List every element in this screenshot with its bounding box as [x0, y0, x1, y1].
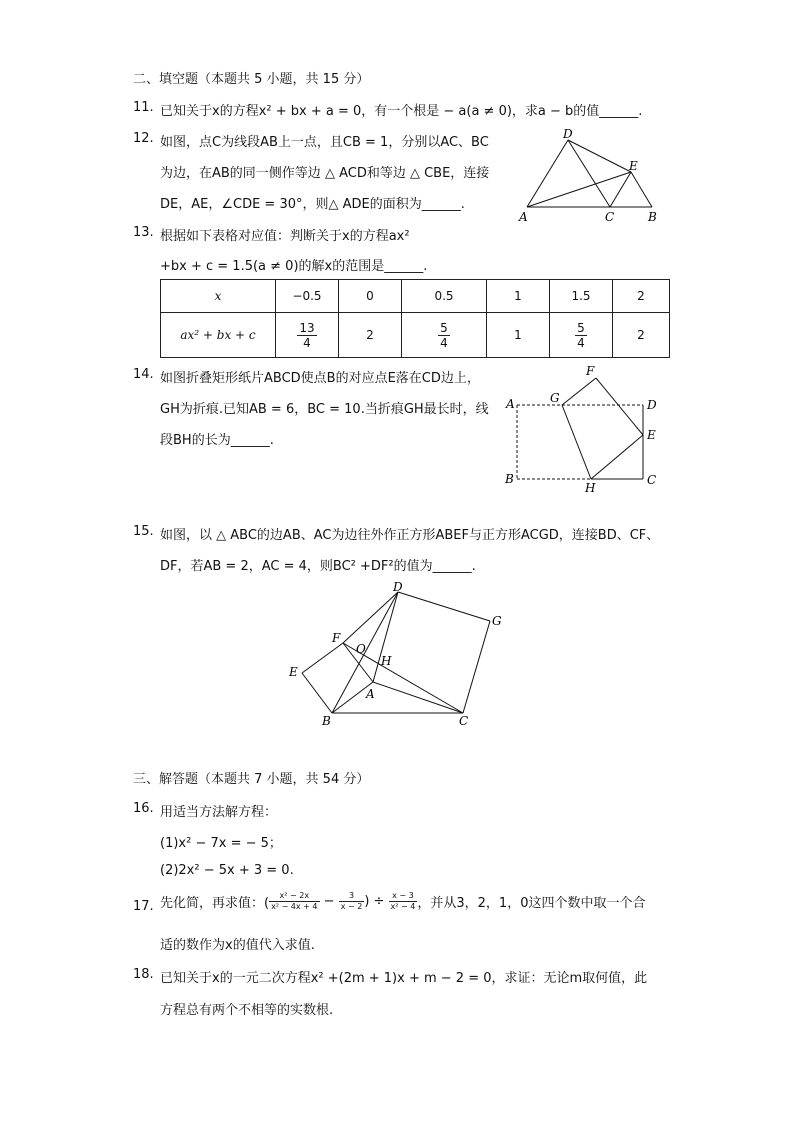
question-number-11: 11.: [133, 100, 154, 115]
question-14-line-2: GH为折痕.已知AB = 6，BC = 10.当折痕GH最长时，线: [160, 402, 489, 417]
value-table: [160, 279, 670, 358]
question-14-line-1: 如图折叠矩形纸片ABCD使点B的对应点E落在CD边上，: [160, 371, 480, 386]
question-number-17: 17.: [133, 899, 154, 914]
question-17-prefix: 先化简，再求值：(: [160, 896, 270, 911]
fraction-numerator: x − 3: [389, 891, 418, 902]
table-cell: 2: [339, 313, 402, 358]
question-13-line-1: 根据如下表格对应值：判断关于x的方程ax²: [160, 229, 410, 244]
division-sign: ) ÷: [364, 894, 389, 909]
table-cell: [402, 313, 487, 358]
table-cell: −0.5: [276, 280, 339, 313]
figure-q14-fold: [500, 362, 670, 497]
fraction-numerator: 5: [577, 320, 585, 335]
figure-q15-squares: [285, 578, 510, 733]
fraction-denominator: 4: [577, 335, 585, 350]
fraction: [575, 321, 587, 350]
figure-q15-label-d: D: [393, 580, 403, 594]
fraction-numerator: 13: [299, 320, 315, 335]
figure-q14-label-e: E: [647, 428, 656, 442]
table-row-expression: [161, 313, 670, 358]
figure-q15-label-c: C: [459, 714, 469, 728]
table-row-x: [161, 280, 670, 313]
section-title-fill-in: 二、填空题（本题共 5 小题，共 15 分）: [133, 72, 370, 87]
fraction-denominator: x² − 4: [390, 902, 416, 911]
question-17-suffix: ，并从3，2，1，0这四个数中取一个合: [417, 896, 646, 911]
table-cell: 2: [613, 280, 670, 313]
figure-q12-label-b: B: [648, 210, 657, 224]
figure-q14-label-h: H: [585, 481, 596, 495]
figure-q14-label-c: C: [647, 473, 657, 487]
question-17-line-2: 适的数作为x的值代入求值.: [160, 938, 315, 953]
fraction-numerator: 5: [440, 320, 448, 335]
fraction-denominator: 4: [303, 335, 311, 350]
figure-q15-label-h: H: [381, 654, 392, 668]
table-cell: 2: [613, 313, 670, 358]
figure-q12-label-d: D: [563, 127, 573, 141]
table-cell: 0: [339, 280, 402, 313]
fraction: [339, 891, 365, 912]
fraction: [389, 891, 418, 912]
figure-q14-label-b: B: [505, 472, 514, 486]
table-cell: 1: [487, 313, 550, 358]
question-number-12: 12.: [133, 131, 154, 146]
figure-q12-label-e: E: [629, 159, 638, 173]
question-16-part-1: (1)x² − 7x = − 5；: [160, 836, 282, 851]
table-cell: [276, 313, 339, 358]
question-17-line-1: [160, 891, 645, 912]
table-header-x: x: [161, 280, 276, 313]
fraction-denominator: 4: [440, 335, 448, 350]
fraction-numerator: x² − 2x: [269, 891, 319, 902]
question-16-line-1: 用适当方法解方程：: [160, 805, 278, 820]
question-11-text: 已知关于x的方程x² + bx + a = 0，有一个根是 − a(a ≠ 0)，求a − b的值______.: [160, 104, 643, 119]
table-cell: [550, 313, 613, 358]
fraction: [297, 321, 316, 350]
question-12-line-2: 为边，在AB的同一侧作等边 △ ACD和等边 △ CBE，连接: [160, 166, 490, 181]
figure-q15-label-b: B: [322, 714, 331, 728]
figure-q15-label-a: A: [366, 687, 375, 701]
figure-q12-label-a: A: [519, 210, 528, 224]
figure-q14-label-d: D: [647, 398, 657, 412]
figure-q12-label-c: C: [605, 210, 615, 224]
table-cell: 1: [487, 280, 550, 313]
question-number-18: 18.: [133, 967, 154, 982]
figure-q15-label-e: E: [289, 665, 298, 679]
question-18-line-2: 方程总有两个不相等的实数根.: [160, 1003, 334, 1018]
question-15-line-2: DF，若AB = 2，AC = 4，则BC² +DF²的值为______.: [160, 559, 476, 574]
table-header-expression: ax² + bx + c: [161, 313, 276, 358]
fraction-denominator: x − 2: [340, 902, 363, 911]
question-14-line-3: 段BH的长为______.: [160, 433, 274, 448]
question-12-line-3: DE，AE，∠CDE = 30°，则△ ADE的面积为______.: [160, 197, 465, 212]
table-cell: 0.5: [402, 280, 487, 313]
fraction: [269, 891, 319, 912]
table-cell: 1.5: [550, 280, 613, 313]
question-18-line-1: 已知关于x的一元二次方程x² +(2m + 1)x + m − 2 = 0，求证：无论m取何值，此: [160, 971, 648, 986]
figure-q15-label-o: O: [356, 642, 366, 656]
figure-q15-label-g: G: [492, 614, 502, 628]
question-number-16: 16.: [133, 801, 154, 816]
figure-q15-label-f: F: [332, 631, 341, 645]
fraction-denominator: x² − 4x + 4: [271, 902, 318, 911]
figure-q12-triangles: [515, 125, 665, 225]
question-12-line-1: 如图，点C为线段AB上一点，且CB = 1，分别以AC、BC: [160, 135, 489, 150]
fraction-numerator: 3: [339, 891, 365, 902]
question-13-line-2: +bx + c = 1.5(a ≠ 0)的解x的范围是______.: [160, 259, 428, 274]
question-number-15: 15.: [133, 524, 154, 539]
question-15-line-1: 如图，以 △ ABC的边AB、AC为边往外作正方形ABEF与正方形ACGD，连接BD、CF、: [160, 528, 660, 543]
figure-q14-label-g: G: [550, 391, 560, 405]
minus-sign: −: [319, 894, 339, 909]
fraction: [438, 321, 450, 350]
figure-q14-label-f: F: [586, 364, 595, 378]
question-number-13: 13.: [133, 225, 154, 240]
section-title-solutions: 三、解答题（本题共 7 小题，共 54 分）: [133, 772, 370, 787]
question-number-14: 14.: [133, 367, 154, 382]
figure-q14-label-a: A: [506, 397, 515, 411]
question-16-part-2: (2)2x² − 5x + 3 = 0.: [160, 863, 294, 878]
